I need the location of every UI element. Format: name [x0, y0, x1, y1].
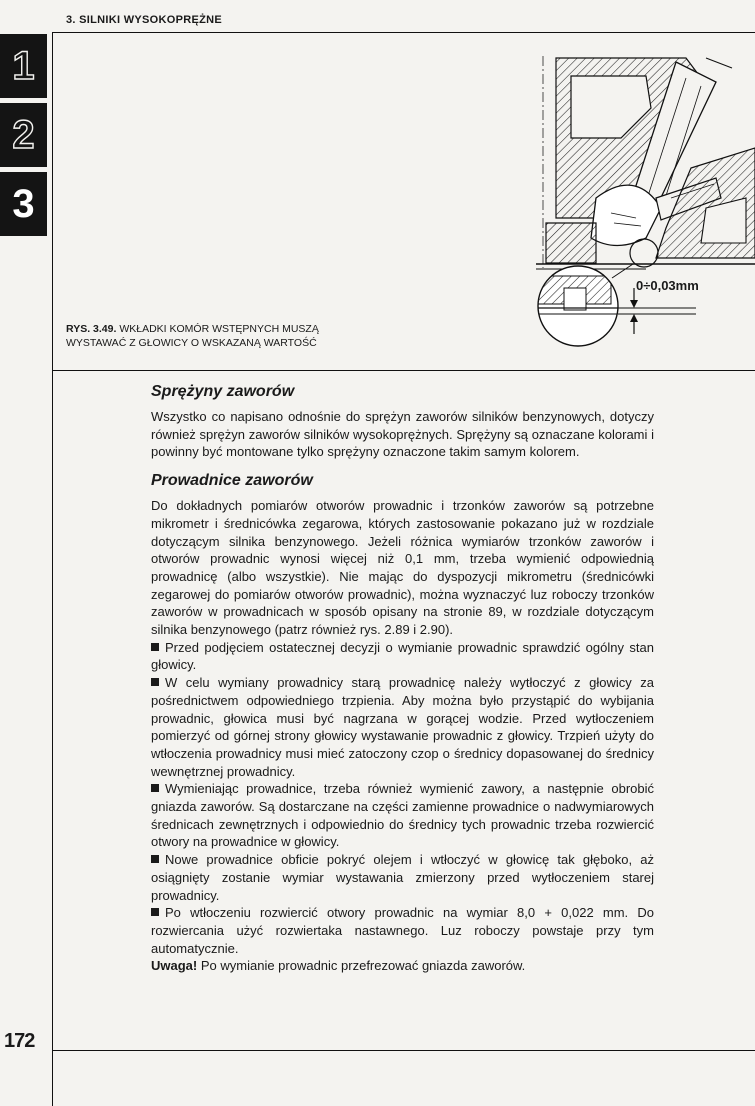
dimension-label: 0÷0,03mm — [636, 278, 699, 293]
section-rule — [52, 370, 755, 371]
header-rule — [52, 32, 755, 33]
caption-line-1: WKŁADKI KOMÓR WSTĘPNYCH MUSZĄ — [119, 323, 319, 335]
main-text — [151, 382, 654, 975]
bullet-icon — [151, 678, 159, 686]
heading-valve-springs: Sprężyny zaworów — [151, 383, 295, 400]
note-paragraph — [151, 957, 654, 975]
figure-caption — [66, 322, 506, 350]
cylinder-head-drawing — [536, 48, 755, 358]
paragraph: Wszystko co napisano odnośnie do sprężyn zaworów silników benzynowych, dotyczy również sprężyn zaworów silników wysokoprężnych. Sprężyny są oznaczane kolorami i powinny być montowane tylko sprężyny oznaczone takim samym kolorem. — [151, 409, 654, 460]
left-margin-rule — [52, 32, 53, 1106]
chapter-tab-2[interactable]: 2 — [0, 103, 47, 167]
chapter-tab-3[interactable]: 3 — [0, 172, 47, 236]
heading-valve-guides: Prowadnice zaworów — [151, 472, 313, 490]
bullet-paragraph: W celu wymiany prowadnicy starą prowadnicę należy wytłoczyć z głowicy za pośrednictwem odpowiedniego trzpienia. Aby można było przystąpić do wybijania prowadnic, głowica musi być nagrzana w gorącej wodzie. Przed wytłoczeniem pomierzyć od górnej strony głowicy wystawanie prowadnic z głowicy. Trzpień użyty do wtłoczenia prowadnicy musi mieć zatoczony czop o średnicy dopasowanej do średnicy wewnętrznej prowadnicy. — [151, 675, 654, 779]
bullet-icon — [151, 784, 159, 792]
bullet-icon — [151, 908, 159, 916]
bullet-paragraph: Wymieniając prowadnice, trzeba również wymienić zawory, a następnie obrobić gniazda zaworów. Są dostarczane na części zamienne prowadnice o nadwymiarowych średnicach zewnętrznych i odpowiednio do średnicy tych prowadnic trzeba rozwiercić otwory na prowadnice w głowicy. — [151, 781, 654, 850]
bullet-icon — [151, 643, 159, 651]
bullet-paragraph: Przed podjęciem ostatecznej decyzji o wymianie prowadnic sprawdzić ogólny stan głowicy. — [151, 639, 654, 673]
chapter-tabs — [0, 34, 47, 241]
bullet-paragraph: Nowe prowadnice obficie pokryć olejem i wtłoczyć w głowicę tak głęboko, aż osiągnięty zostanie wymiar wystawania zmierzony przed wytłoczeniem starej prowadnicy. — [151, 852, 654, 903]
footer-rule — [52, 1050, 755, 1051]
figure-number: RYS. 3.49. — [66, 323, 117, 335]
chapter-tab-1[interactable]: 1 — [0, 34, 47, 98]
paragraph: Do dokładnych pomiarów otworów prowadnic i trzonków zaworów są potrzebne mikrometr i średnicówka zegarowa, których zastosowanie pokazano już w rozdziale dotyczącym silnika benzynowego. Jeżeli różnica wymiarów trzonków zaworów i otworów prowadnic wynosi więcej niż 0,1 mm, trzeba wymienić odpowiednią prowadnicę (albo wszystkie). Nie mając do dyspozycji mikrometru (średnicówki zegarowej do pomiarów otworów prowadnic), można wyznaczyć luz roboczy trzonków zaworów w prowadnicach w sposób opisany na stronie 89, w rozdziale dotyczącym silnika benzynowego (patrz również rys. 2.89 i 2.90). — [151, 498, 654, 638]
running-header: 3. SILNIKI WYSOKOPRĘŻNE — [66, 14, 223, 26]
bullet-icon — [151, 855, 159, 863]
note-label: Uwaga! — [151, 958, 198, 974]
bullet-paragraph: Po wtłoczeniu rozwiercić otwory prowadnic na wymiar 8,0 + 0,022 mm. Do rozwiercania użyć rozwiertaka nastawnego. Luz roboczy powstaje przy tym automatycznie. — [151, 905, 654, 956]
page-number: 172 — [4, 1030, 35, 1052]
caption-line-2: WYSTAWAĆ Z GŁOWICY O WSKAZANĄ WARTOŚĆ — [66, 337, 317, 349]
note-text: Po wymianie prowadnic przefrezować gniazda zaworów. — [200, 958, 526, 974]
